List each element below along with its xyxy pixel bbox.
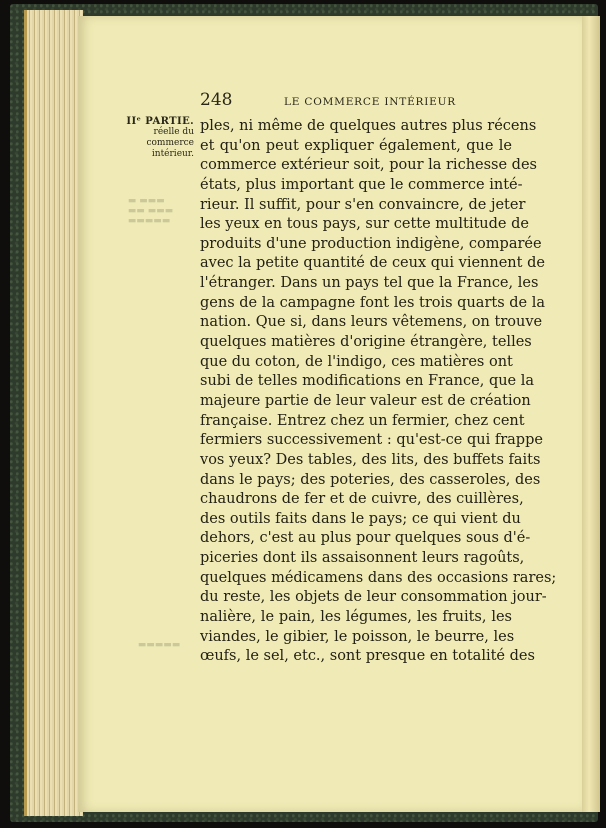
page-edges [24,10,83,816]
show-through-marks: ▬▬▬ ▬ ▬▬▬ ▬▬ ▬▬▬▬▬ [128,196,174,226]
text-line: quelques médicamens dans des occasions rares; [200,569,557,586]
text-line: œufs, le sel, etc., sont presque en totalité des [200,648,535,665]
margin-note-line: intérieur. [151,149,194,159]
text-line: nalière, le pain, les légumes, les fruits, les [200,609,512,626]
text-line: gens de la campagne font les trois quarts de la [200,294,546,311]
running-head [200,90,520,112]
text-line: et qu'on peut expliquer également, que le [200,137,512,154]
text-line: commerce extérieur soit, pour la richesse des [200,157,537,174]
text-line: majeure partie de leur valeur est de création [200,392,531,409]
text-line: que du coton, de l'indigo, ces matières ont [200,353,513,370]
text-line: piceries dont ils assaisonnent leurs ragoûts, [200,550,525,567]
text-line: dehors, c'est au plus pour quelques sous d'é- [200,530,531,547]
text-line: chaudrons de fer et de cuivre, des cuillères, [200,491,524,508]
text-line: des outils faits dans le pays; ce qui vient du [200,510,521,527]
text-line: nation. Que si, dans leurs vêtemens, on trouve [200,314,543,331]
text-line: viandes, le gibier, le poisson, le beurre, les [200,628,515,645]
text-line: ples, ni même de quelques autres plus récens [200,118,537,134]
margin-note-line: commerce [146,138,194,148]
text-line: avec la petite quantité de ceux qui viennent de [200,255,545,272]
text-line: française. Entrez chez un fermier, chez cent [200,412,525,429]
margin-note [120,116,194,160]
margin-note-line: réelle du [153,127,194,137]
text-line: états, plus important que le commerce inté- [200,176,523,193]
text-line: du reste, les objets de leur consommation jour- [200,589,547,606]
text-line: subi de telles modifications en France, que la [200,373,535,390]
text-line: quelques matières d'origine étrangère, telles [200,334,532,351]
text-line: dans le pays; des poteries, des casseroles, des [200,471,541,488]
running-title: LE COMMERCE INTÉRIEUR [284,96,457,108]
body-text [200,117,557,667]
facing-page-edge [582,16,600,812]
text-line: les yeux en tous pays, sur cette multitude de [200,216,529,233]
show-through-marks-lower: ▬▬▬▬▬ [138,640,181,650]
text-line: l'étranger. Dans un pays tel que la France, les [200,275,539,292]
text-line: fermiers successivement : qu'est-ce qui frappe [200,432,543,449]
page-number: 248 [200,90,233,110]
text-line: vos yeux? Des tables, des lits, des buffets faits [200,451,541,468]
margin-note-part: IIᵉ PARTIE. [126,116,194,127]
text-line: rieur. Il suffit, pour s'en convaincre, de jeter [200,196,526,213]
text-line: produits d'une production indigène, comparée [200,235,542,252]
